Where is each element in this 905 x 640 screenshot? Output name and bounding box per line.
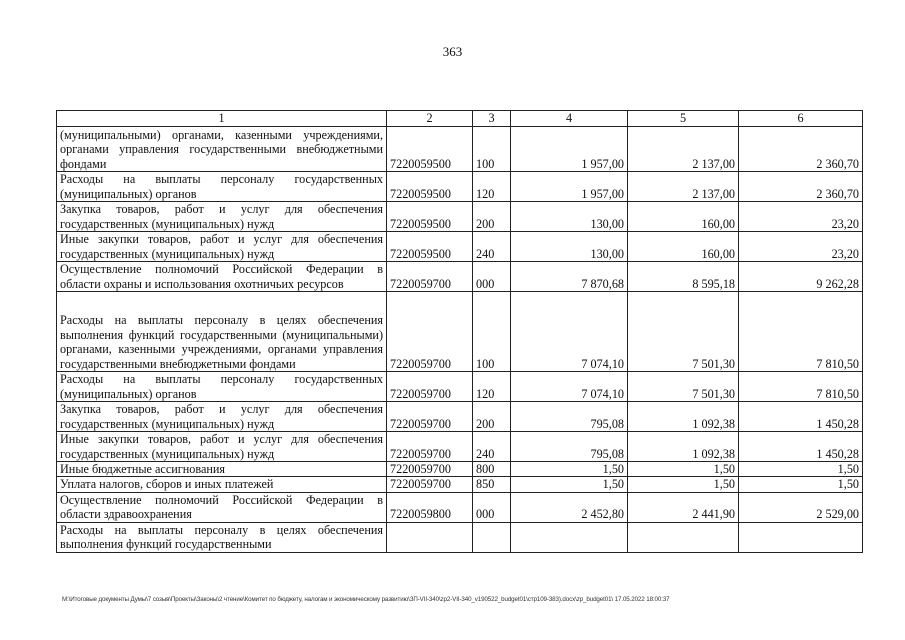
row-amount-year2-cell: 1,50 xyxy=(628,462,739,477)
row-code-cell: 7220059700 xyxy=(387,462,473,477)
row-amount-year1-cell: 7 074,10 xyxy=(511,372,628,402)
header-cell: 6 xyxy=(739,111,863,127)
row-amount-year3-cell: 7 810,50 xyxy=(739,372,863,402)
budget-table xyxy=(56,110,863,553)
row-amount-year2-cell: 1 092,38 xyxy=(628,432,739,462)
row-amount-year2-cell: 1,50 xyxy=(628,477,739,492)
row-amount-year2-cell: 2 441,90 xyxy=(628,492,739,522)
table-row xyxy=(57,232,863,262)
row-code-cell xyxy=(387,522,473,552)
row-code-cell: 7220059700 xyxy=(387,402,473,432)
row-amount-year2-cell: 7 501,30 xyxy=(628,292,739,372)
row-amount-year3-cell: 23,20 xyxy=(739,232,863,262)
row-amount-year2-cell: 2 137,00 xyxy=(628,172,739,202)
row-name-cell: Закупка товаров, работ и услуг для обеспечения государственных (муниципальных) нужд xyxy=(57,202,387,232)
row-amount-year3-cell: 1 450,28 xyxy=(739,432,863,462)
row-expense-type-cell: 240 xyxy=(473,432,511,462)
row-amount-year1-cell xyxy=(511,522,628,552)
row-amount-year1-cell: 130,00 xyxy=(511,202,628,232)
table-row xyxy=(57,202,863,232)
page-number: 363 xyxy=(442,44,463,59)
row-amount-year2-cell: 160,00 xyxy=(628,232,739,262)
row-amount-year3-cell: 7 810,50 xyxy=(739,292,863,372)
row-amount-year1-cell: 1 957,00 xyxy=(511,172,628,202)
row-expense-type-cell: 000 xyxy=(473,492,511,522)
row-amount-year1-cell: 2 452,80 xyxy=(511,492,628,522)
row-name-cell: Расходы на выплаты персоналу государственных (муниципальных) органов xyxy=(57,172,387,202)
row-amount-year1-cell: 1,50 xyxy=(511,462,628,477)
row-code-cell: 7220059800 xyxy=(387,492,473,522)
row-name-cell: Иные закупки товаров, работ и услуг для обеспечения государственных (муниципальных) нужд xyxy=(57,432,387,462)
row-code-cell: 7220059500 xyxy=(387,172,473,202)
row-code-cell: 7220059700 xyxy=(387,262,473,292)
row-code-cell: 7220059500 xyxy=(387,232,473,262)
row-expense-type-cell: 120 xyxy=(473,372,511,402)
row-name-cell: Осуществление полномочий Российской Федерации в области здравоохранения xyxy=(57,492,387,522)
row-name-cell: Расходы на выплаты персоналу государственных (муниципальных) органов xyxy=(57,372,387,402)
table-row xyxy=(57,292,863,372)
table-row xyxy=(57,262,863,292)
table-row xyxy=(57,492,863,522)
row-name-cell: Закупка товаров, работ и услуг для обеспечения государственных (муниципальных) нужд xyxy=(57,402,387,432)
row-name-cell: Расходы на выплаты персоналу в целях обеспечения выполнения функций государственными xyxy=(57,522,387,552)
header-cell: 4 xyxy=(511,111,628,127)
header-cell: 2 xyxy=(387,111,473,127)
row-name-cell: Уплата налогов, сборов и иных платежей xyxy=(57,477,387,492)
header-cell: 3 xyxy=(473,111,511,127)
row-code-cell: 7220059700 xyxy=(387,372,473,402)
row-amount-year2-cell: 8 595,18 xyxy=(628,262,739,292)
row-amount-year3-cell: 2 360,70 xyxy=(739,127,863,172)
row-amount-year2-cell xyxy=(628,522,739,552)
row-amount-year2-cell: 160,00 xyxy=(628,202,739,232)
row-amount-year3-cell: 23,20 xyxy=(739,202,863,232)
row-name-cell: (муниципальными) органами, казенными учреждениями, органами управления государственными внебюджетными фондами xyxy=(57,127,387,172)
table-row xyxy=(57,402,863,432)
row-expense-type-cell: 800 xyxy=(473,462,511,477)
row-name-cell: Иные закупки товаров, работ и услуг для обеспечения государственных (муниципальных) нужд xyxy=(57,232,387,262)
header-cell: 1 xyxy=(57,111,387,127)
row-amount-year1-cell: 7 074,10 xyxy=(511,292,628,372)
table-row xyxy=(57,172,863,202)
table-row xyxy=(57,462,863,477)
row-name-cell: Иные бюджетные ассигнования xyxy=(57,462,387,477)
row-expense-type-cell: 240 xyxy=(473,232,511,262)
header-row xyxy=(57,111,863,127)
table-row xyxy=(57,432,863,462)
row-code-cell: 7220059500 xyxy=(387,202,473,232)
budget-table-body xyxy=(57,111,863,553)
row-expense-type-cell: 100 xyxy=(473,292,511,372)
row-amount-year3-cell: 1,50 xyxy=(739,462,863,477)
row-expense-type-cell: 000 xyxy=(473,262,511,292)
table-row xyxy=(57,372,863,402)
row-expense-type-cell: 200 xyxy=(473,402,511,432)
row-amount-year1-cell: 1 957,00 xyxy=(511,127,628,172)
row-amount-year1-cell: 795,08 xyxy=(511,432,628,462)
row-amount-year1-cell: 7 870,68 xyxy=(511,262,628,292)
row-code-cell: 7220059700 xyxy=(387,432,473,462)
row-code-cell: 7220059500 xyxy=(387,127,473,172)
row-code-cell: 7220059700 xyxy=(387,292,473,372)
row-amount-year3-cell: 9 262,28 xyxy=(739,262,863,292)
row-expense-type-cell: 120 xyxy=(473,172,511,202)
row-expense-type-cell: 850 xyxy=(473,477,511,492)
row-amount-year3-cell: 1 450,28 xyxy=(739,402,863,432)
row-amount-year3-cell: 1,50 xyxy=(739,477,863,492)
row-expense-type-cell: 200 xyxy=(473,202,511,232)
row-name-cell: Расходы на выплаты персоналу в целях обеспечения выполнения функций государственными (муниципальными) органами, казенными учреждениями, органами управления государственными внебюджетными фондами xyxy=(57,292,387,372)
row-amount-year1-cell: 1,50 xyxy=(511,477,628,492)
row-amount-year3-cell: 2 529,00 xyxy=(739,492,863,522)
row-amount-year2-cell: 2 137,00 xyxy=(628,127,739,172)
row-amount-year1-cell: 130,00 xyxy=(511,232,628,262)
header-cell: 5 xyxy=(628,111,739,127)
row-amount-year2-cell: 7 501,30 xyxy=(628,372,739,402)
row-expense-type-cell: 100 xyxy=(473,127,511,172)
row-amount-year1-cell: 795,08 xyxy=(511,402,628,432)
row-code-cell: 7220059700 xyxy=(387,477,473,492)
row-amount-year3-cell: 2 360,70 xyxy=(739,172,863,202)
row-expense-type-cell xyxy=(473,522,511,552)
row-name-cell: Осуществление полномочий Российской Федерации в области охраны и использования охотничьих ресурсов xyxy=(57,262,387,292)
row-amount-year2-cell: 1 092,38 xyxy=(628,402,739,432)
table-row xyxy=(57,522,863,552)
file-path-footer: M:\Итоговые документы Думы\7 созыв\Проекты\Законы\2 чтение\Комитет по бюджету, налогам и экономическому развитию\ЗП-VII-340\zp2-VII-340_v190522_budget01\стр109-383).docx\zp_budget01\ 17.05.2022 18:00:37 xyxy=(62,596,670,603)
table-row xyxy=(57,127,863,172)
table-row xyxy=(57,477,863,492)
row-amount-year3-cell xyxy=(739,522,863,552)
